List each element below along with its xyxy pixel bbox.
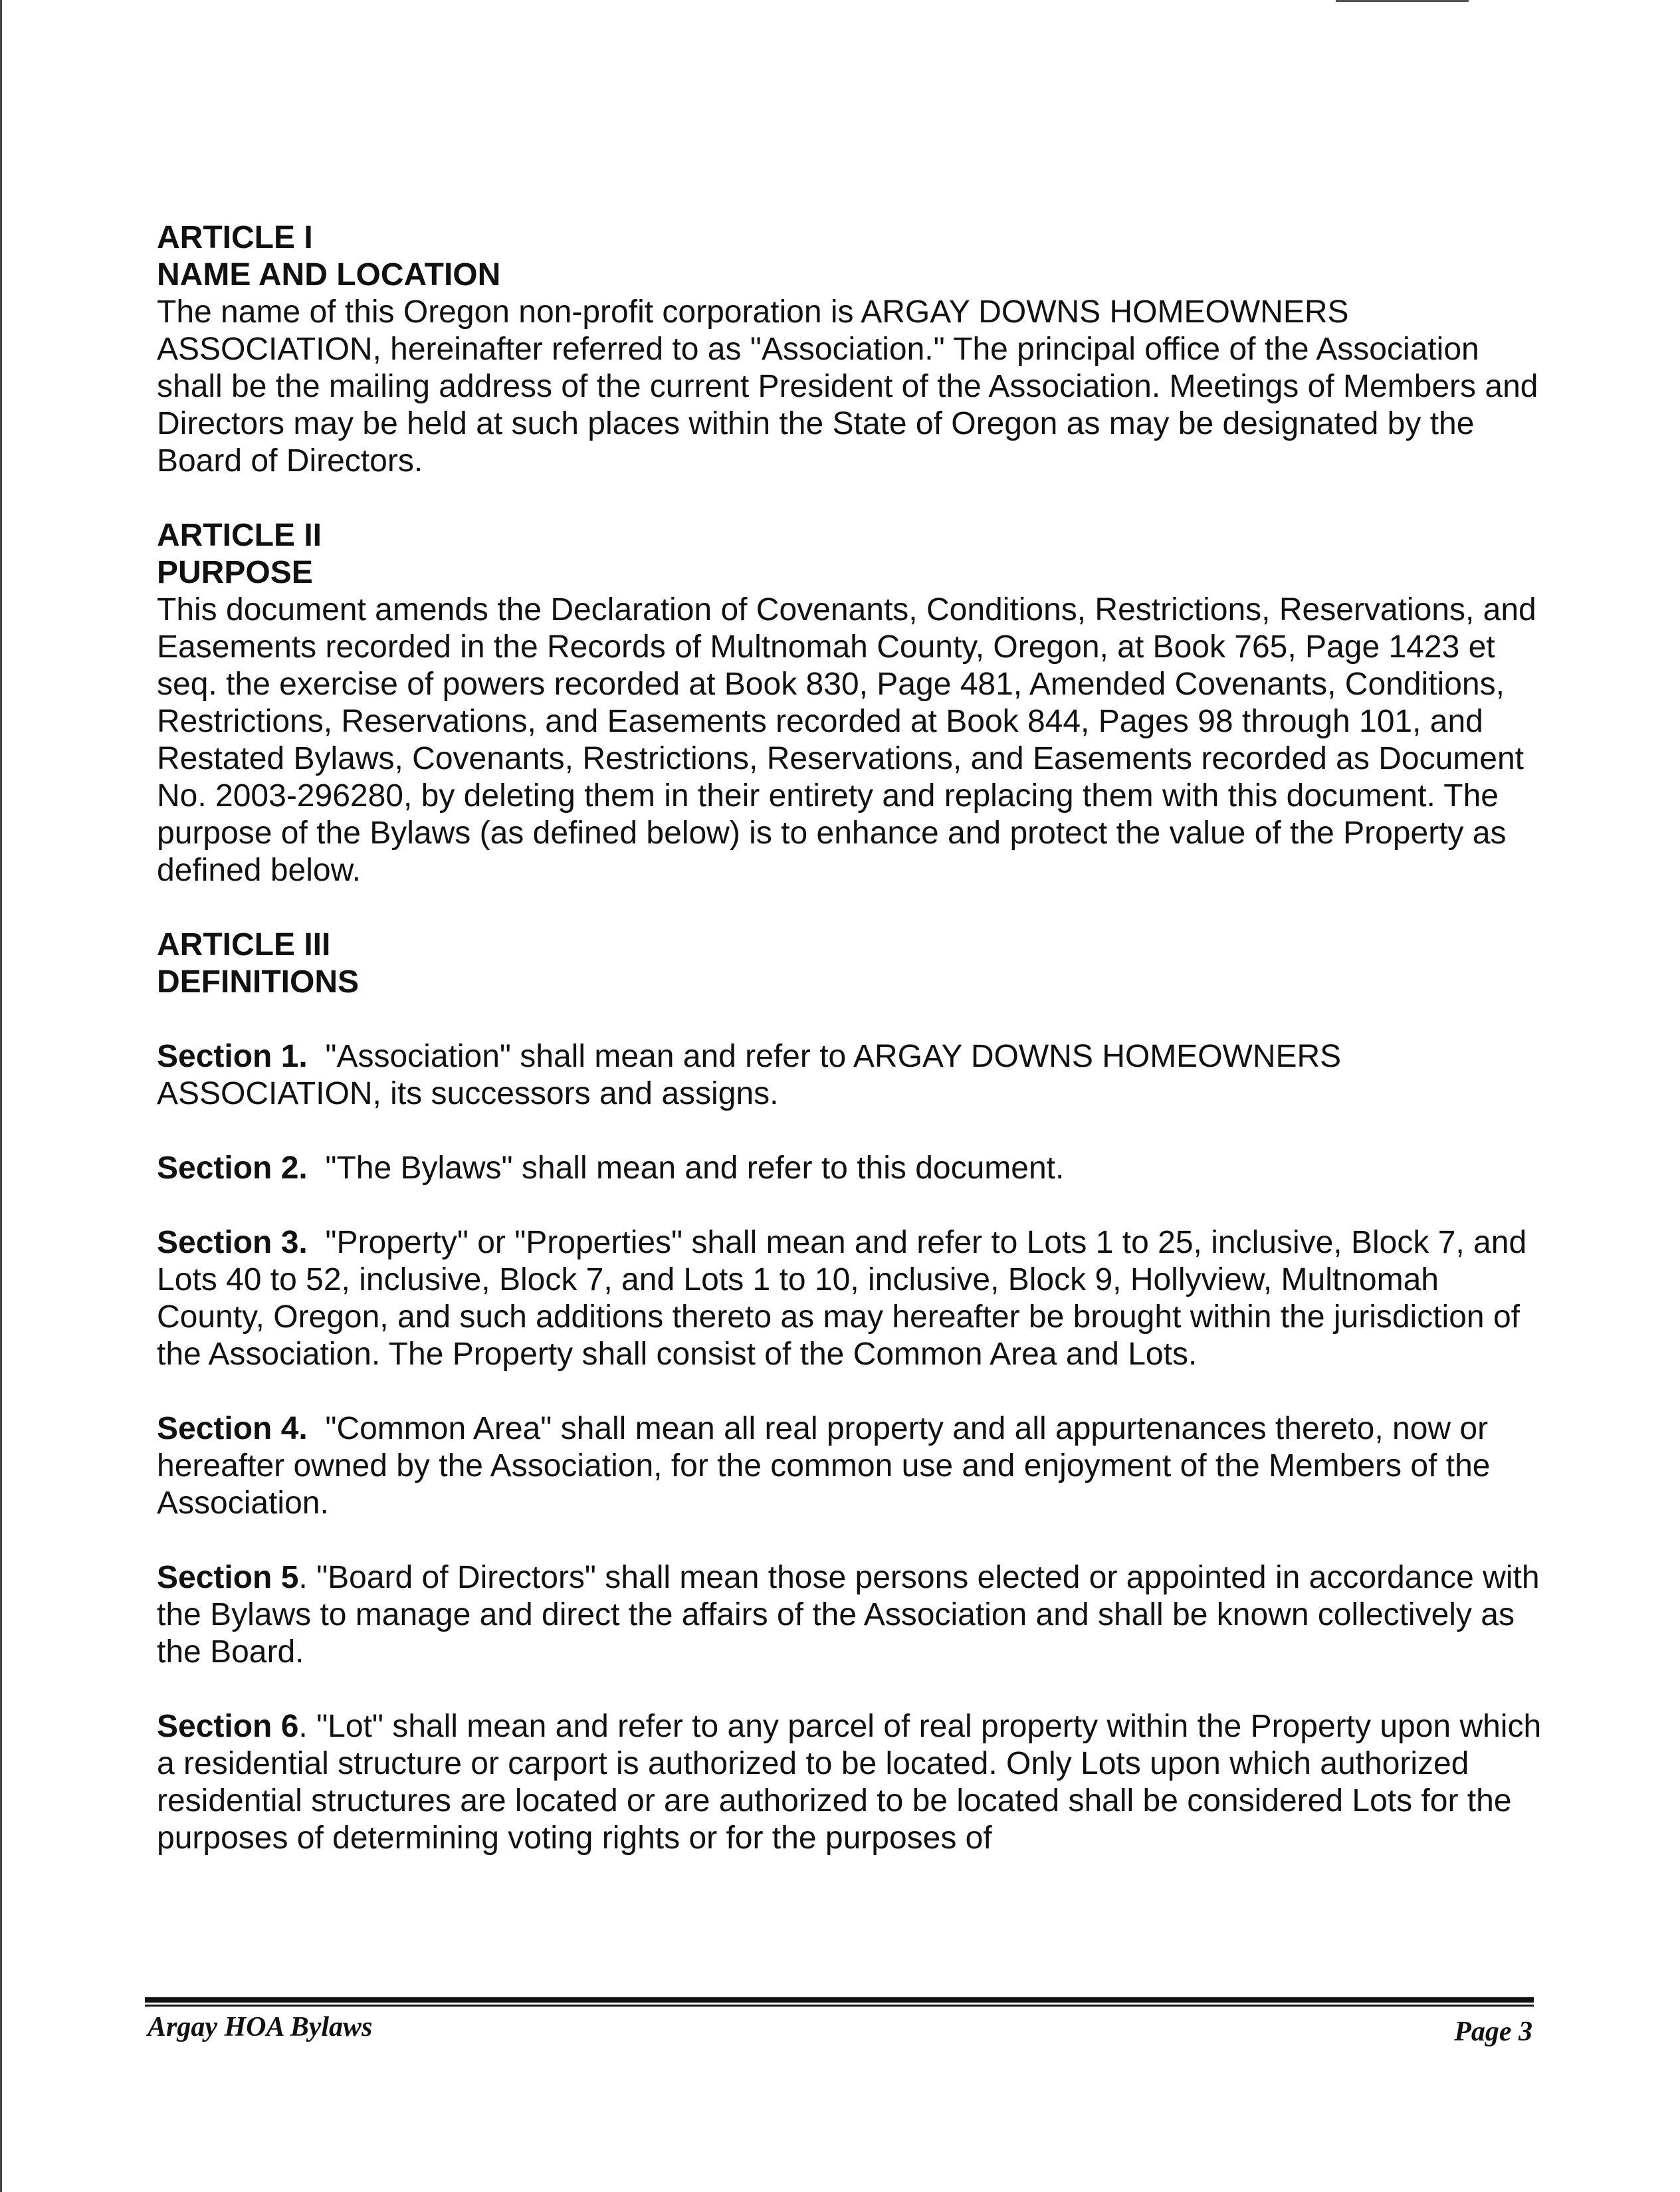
- section-6-label: Section 6: [157, 1709, 299, 1744]
- section-3-label: Section 3.: [157, 1225, 308, 1260]
- section-1: [157, 1038, 1546, 1113]
- article-2-number: ARTICLE II: [157, 518, 322, 553]
- scan-edge-top: [1336, 0, 1469, 2]
- article-2-body: This document amends the Declaration of Covenants, Conditions, Restrictions, Reservations, and Easements recorded in the Records of Multnomah County, Oregon, at Book 765, Page 1423 et seq. the exercise of powers recorded at Book 830, Page 481, Amended Covenants, Conditions, Restrictions, Reservations, and Easements recorded at Book 844, Pages 98 through 101, and Restated Bylaws, Covenants, Restrictions, Reservations, and Easements recorded as Document No. 2003-296280, by deleting them in their entirety and replacing them with this document. The purpose of the Bylaws (as defined below) is to enhance and protect the value of the Property as defined below.: [157, 592, 1536, 888]
- scan-edge-left: [0, 0, 2, 2192]
- article-2-title: PURPOSE: [157, 555, 313, 590]
- section-5-label: Section 5: [157, 1560, 299, 1595]
- section-1-text: "Association" shall mean and refer to ARGAY DOWNS HOMEOWNERS ASSOCIATION, its successors and assigns.: [157, 1039, 1342, 1111]
- section-4-text: "Common Area" shall mean all real property and all appurtenances thereto, now or hereafter owned by the Association, for the common use and enjoyment of the Members of the Association.: [157, 1411, 1491, 1521]
- section-6: [157, 1708, 1546, 1857]
- footer-rule-thick: [145, 1997, 1534, 2003]
- article-1-body: The name of this Oregon non-profit corporation is ARGAY DOWNS HOMEOWNERS ASSOCIATION, hereinafter referred to as "Association." The principal office of the Association shall be the mailing address of the current President of the Association. Meetings of Members and Directors may be held at such places within the State of Oregon as may be designated by the Board of Directors.: [157, 294, 1538, 479]
- article-1: [157, 219, 1546, 480]
- section-5: [157, 1559, 1546, 1671]
- article-3: [157, 927, 1546, 1001]
- article-1-title: NAME AND LOCATION: [157, 257, 501, 292]
- article-2: [157, 517, 1546, 889]
- section-3-text: "Property" or "Properties" shall mean and refer to Lots 1 to 25, inclusive, Block 7, and Lots 40 to 52, inclusive, Block 7, and Lots 1 to 10, inclusive, Block 9, Hollyview, Multnomah County, Oregon, and such additions thereto as may hereafter be brought within the jurisdiction of the Association. The Property shall consist of the Common Area and Lots.: [157, 1225, 1527, 1372]
- section-2-label: Section 2.: [157, 1151, 308, 1186]
- section-6-text: . "Lot" shall mean and refer to any parcel of real property within the Property upon which a residential structure or carport is authorized to be located. Only Lots upon which authorized residential structures are located or are authorized to be located shall be considered Lots for the purposes of determining voting rights or for the purposes of: [157, 1709, 1542, 1856]
- section-2-text: "The Bylaws" shall mean and refer to this document.: [325, 1151, 1065, 1186]
- footer-rule-thin: [145, 2005, 1534, 2007]
- article-3-number: ARTICLE III: [157, 927, 331, 962]
- section-2: [157, 1150, 1546, 1187]
- footer-document-title: Argay HOA Bylaws: [148, 2012, 373, 2042]
- section-3: [157, 1224, 1546, 1373]
- article-3-title: DEFINITIONS: [157, 964, 360, 1000]
- document-body: [157, 219, 1546, 1894]
- footer-page-number: Page 3: [1454, 2017, 1532, 2047]
- section-4-label: Section 4.: [157, 1411, 308, 1446]
- article-1-number: ARTICLE I: [157, 220, 313, 255]
- section-5-text: . "Board of Directors" shall mean those persons elected or appointed in accordance with the Bylaws to manage and direct the affairs of the Association and shall be known collectively as the Board.: [157, 1560, 1540, 1670]
- section-4: [157, 1410, 1546, 1522]
- section-1-label: Section 1.: [157, 1039, 308, 1074]
